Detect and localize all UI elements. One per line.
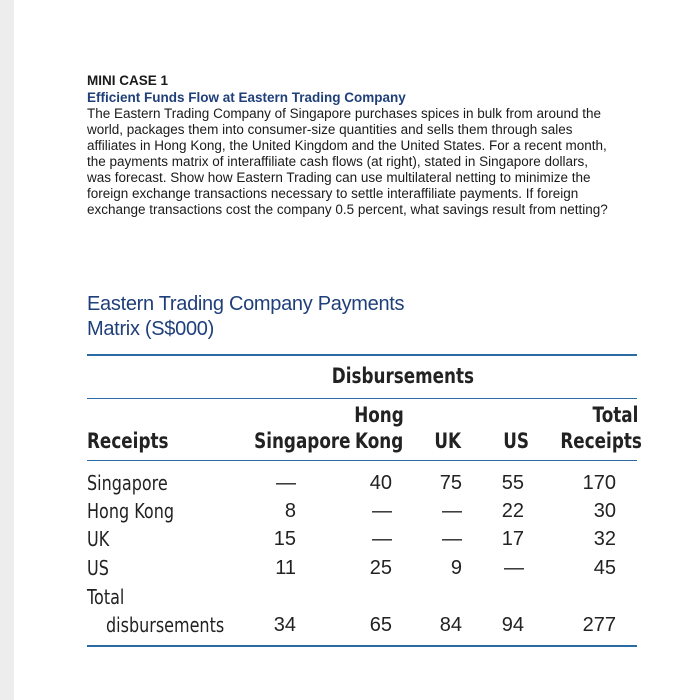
- case-label: MINI CASE 1: [87, 73, 169, 88]
- cell-uk-singapore: 15: [273, 528, 296, 550]
- cell-us-total: 45: [593, 557, 616, 579]
- header-uk: UK: [434, 429, 462, 453]
- cell-uk-total: 32: [593, 528, 616, 550]
- table-top-rule: [87, 354, 637, 356]
- matrix-title-line-2: Matrix (S$000): [87, 318, 214, 340]
- cell-total-us: 94: [501, 614, 524, 636]
- header-receipts-total: Receipts: [560, 429, 642, 453]
- header-hong: Hong: [354, 403, 404, 427]
- cell-hongkong-singapore: 8: [284, 500, 296, 522]
- row-label-singapore: Singapore: [87, 471, 168, 495]
- case-title: Efficient Funds Flow at Eastern Trading Company: [87, 90, 406, 105]
- cell-us-uk: 9: [450, 557, 462, 579]
- matrix-title: [87, 292, 587, 342]
- cell-uk-us: 17: [501, 528, 524, 550]
- cell-singapore-singapore: —: [276, 472, 296, 494]
- cell-singapore-us: 55: [501, 472, 524, 494]
- column-header-rule: [87, 460, 637, 461]
- cell-uk-hongkong: —: [372, 528, 392, 550]
- row-label-total: Total: [87, 585, 125, 609]
- matrix-title-line-1: Eastern Trading Company Payments: [87, 293, 405, 315]
- mini-case: [87, 72, 612, 218]
- cell-total-uk: 84: [439, 614, 462, 636]
- cell-total-singapore: 34: [273, 614, 296, 636]
- group-header-rule: [87, 398, 637, 399]
- row-label-us: US: [87, 556, 109, 580]
- cell-total-hongkong: 65: [369, 614, 392, 636]
- cell-total-total: 277: [582, 614, 616, 636]
- header-kong: Kong: [354, 429, 404, 453]
- row-label-uk: UK: [87, 527, 110, 551]
- cell-hongkong-us: 22: [501, 500, 524, 522]
- header-receipts: Receipts: [87, 429, 169, 453]
- cell-us-hongkong: 25: [369, 557, 392, 579]
- cell-hongkong-uk: —: [442, 500, 462, 522]
- cell-uk-uk: —: [442, 528, 462, 550]
- cell-us-us: —: [504, 557, 524, 579]
- page-edge-strip: [0, 0, 14, 700]
- cell-singapore-total: 170: [582, 472, 616, 494]
- cell-us-singapore: 11: [275, 557, 296, 579]
- header-total: Total: [592, 403, 638, 427]
- group-header-disbursements: Disbursements: [331, 364, 474, 388]
- case-body: The Eastern Trading Company of Singapore purchases spices in bulk from around the world, packages them into consumer-size quantities and sells them through sales affiliates in Hong Kong, the United Kingdom and the United States. For a recent month, the payments matrix of interaffiliate cash flows (at right), stated in Singapore dollars, was forecast. Show how Eastern Trading can use multilateral netting to minimize the foreign exchange transactions necessary to settle interaffiliate payments. If foreign exchange transactions cost the company 0.5 percent, what savings result from netting?: [87, 106, 608, 217]
- cell-hongkong-total: 30: [593, 500, 616, 522]
- cell-singapore-hongkong: 40: [369, 472, 392, 494]
- header-us: US: [503, 429, 529, 453]
- table-bottom-rule: [87, 645, 637, 647]
- cell-hongkong-hongkong: —: [372, 500, 392, 522]
- row-label-hongkong: Hong Kong: [87, 499, 174, 523]
- header-singapore: Singapore: [254, 429, 351, 453]
- cell-singapore-uk: 75: [439, 472, 462, 494]
- row-label-disbursements: disbursements: [106, 613, 225, 637]
